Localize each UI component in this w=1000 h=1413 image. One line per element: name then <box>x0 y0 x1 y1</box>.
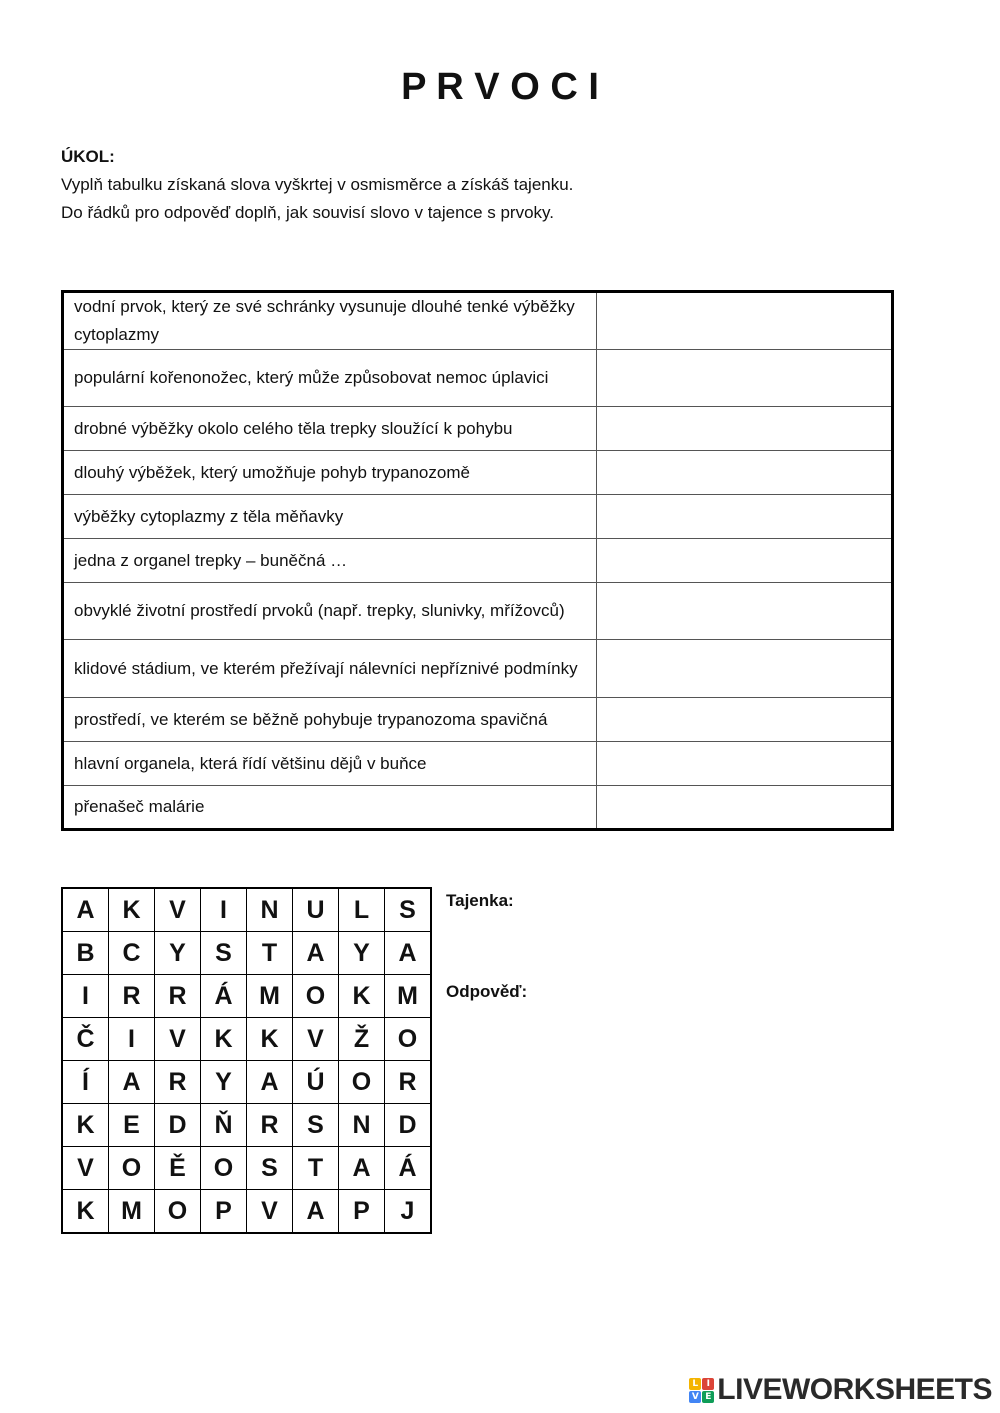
grid-letter-cell[interactable]: O <box>293 975 339 1018</box>
grid-letter-cell[interactable]: E <box>109 1104 155 1147</box>
grid-letter-cell[interactable]: N <box>339 1104 385 1147</box>
question-cell: výběžky cytoplazmy z těla měňavky <box>63 495 597 539</box>
grid-letter-cell[interactable]: P <box>201 1190 247 1234</box>
grid-letter-cell[interactable]: D <box>155 1104 201 1147</box>
answer-cell[interactable] <box>596 698 892 742</box>
grid-letter-cell[interactable]: V <box>247 1190 293 1234</box>
table-row <box>63 742 893 786</box>
grid-letter-cell[interactable]: C <box>109 932 155 975</box>
grid-letter-cell[interactable]: J <box>385 1190 432 1234</box>
grid-letter-cell[interactable]: Y <box>155 932 201 975</box>
grid-letter-cell[interactable]: K <box>62 1104 109 1147</box>
grid-letter-cell[interactable]: K <box>62 1190 109 1234</box>
grid-letter-cell[interactable]: A <box>339 1147 385 1190</box>
grid-letter-cell[interactable]: K <box>201 1018 247 1061</box>
grid-row <box>62 888 431 932</box>
answer-cell[interactable] <box>596 583 892 640</box>
grid-letter-cell[interactable]: I <box>201 888 247 932</box>
liveworksheets-mark-icon <box>689 1378 714 1403</box>
table-row <box>63 583 893 640</box>
question-cell: přenašeč malárie <box>63 786 597 830</box>
grid-letter-cell[interactable]: S <box>201 932 247 975</box>
answer-cell[interactable] <box>596 640 892 698</box>
answer-cell[interactable] <box>596 786 892 830</box>
table-row <box>63 451 893 495</box>
grid-letter-cell[interactable]: Y <box>339 932 385 975</box>
grid-letter-cell[interactable]: A <box>247 1061 293 1104</box>
grid-letter-cell[interactable]: Ň <box>201 1104 247 1147</box>
grid-row <box>62 975 431 1018</box>
grid-letter-cell[interactable]: Á <box>385 1147 432 1190</box>
grid-letter-cell[interactable]: K <box>247 1018 293 1061</box>
grid-row <box>62 1061 431 1104</box>
grid-letter-cell[interactable]: O <box>109 1147 155 1190</box>
logo-text: LIVEWORKSHEETS <box>717 1373 992 1406</box>
grid-letter-cell[interactable]: P <box>339 1190 385 1234</box>
task-line-2: Do řádků pro odpověď doplň, jak souvisí slovo v tajence s prvoky. <box>61 203 554 222</box>
grid-letter-cell[interactable]: I <box>62 975 109 1018</box>
grid-letter-cell[interactable]: A <box>385 932 432 975</box>
grid-letter-cell[interactable]: T <box>247 932 293 975</box>
question-cell: vodní prvok, který ze své schránky vysunuje dlouhé tenké výběžky cytoplazmy <box>63 292 597 350</box>
page-title: P R V O C I <box>401 66 599 108</box>
question-cell: dlouhý výběžek, který umožňuje pohyb trypanozomě <box>63 451 597 495</box>
table-row <box>63 350 893 407</box>
question-cell: drobné výběžky okolo celého těla trepky sloužící k pohybu <box>63 407 597 451</box>
answer-cell[interactable] <box>596 407 892 451</box>
question-cell: hlavní organela, která řídí většinu dějů v buňce <box>63 742 597 786</box>
question-cell: klidové stádium, ve kterém přežívají nálevníci nepříznivé podmínky <box>63 640 597 698</box>
question-table <box>61 290 894 831</box>
liveworksheets-logo <box>689 1373 992 1407</box>
grid-letter-cell[interactable]: Ě <box>155 1147 201 1190</box>
grid-letter-cell[interactable]: V <box>155 888 201 932</box>
grid-letter-cell[interactable]: A <box>293 1190 339 1234</box>
grid-row <box>62 1190 431 1234</box>
table-row <box>63 539 893 583</box>
grid-letter-cell[interactable]: U <box>293 888 339 932</box>
task-instructions <box>61 143 573 227</box>
grid-letter-cell[interactable]: N <box>247 888 293 932</box>
grid-letter-cell[interactable]: O <box>201 1147 247 1190</box>
grid-letter-cell[interactable]: S <box>247 1147 293 1190</box>
grid-letter-cell[interactable]: M <box>247 975 293 1018</box>
task-heading: ÚKOL: <box>61 147 115 166</box>
grid-letter-cell[interactable]: Y <box>201 1061 247 1104</box>
question-cell: jedna z organel trepky – buněčná … <box>63 539 597 583</box>
logo-mark-tile: I <box>702 1378 714 1390</box>
word-search-grid <box>61 887 432 1234</box>
logo-mark-tile: E <box>702 1391 714 1403</box>
grid-letter-cell[interactable]: R <box>155 1061 201 1104</box>
grid-letter-cell[interactable]: R <box>109 975 155 1018</box>
grid-letter-cell[interactable]: R <box>385 1061 432 1104</box>
odpoved-label: Odpověď: <box>446 982 528 1001</box>
grid-letter-cell[interactable]: O <box>385 1018 432 1061</box>
grid-letter-cell[interactable]: S <box>385 888 432 932</box>
grid-letter-cell[interactable]: B <box>62 932 109 975</box>
question-cell: obvyklé životní prostředí prvoků (např. trepky, slunivky, mřížovců) <box>63 583 597 640</box>
question-cell: populární kořenonožec, který může způsobovat nemoc úplavici <box>63 350 597 407</box>
logo-mark-tile: V <box>689 1391 701 1403</box>
grid-letter-cell[interactable]: O <box>155 1190 201 1234</box>
table-row <box>63 640 893 698</box>
grid-row <box>62 1147 431 1190</box>
grid-letter-cell[interactable]: Ž <box>339 1018 385 1061</box>
answer-cell[interactable] <box>596 495 892 539</box>
grid-letter-cell[interactable]: S <box>293 1104 339 1147</box>
answer-cell[interactable] <box>596 451 892 495</box>
table-row <box>63 292 893 350</box>
grid-letter-cell[interactable]: R <box>247 1104 293 1147</box>
grid-row <box>62 932 431 975</box>
grid-letter-cell[interactable]: M <box>385 975 432 1018</box>
grid-letter-cell[interactable]: A <box>109 1061 155 1104</box>
table-row <box>63 495 893 539</box>
grid-letter-cell[interactable]: I <box>109 1018 155 1061</box>
grid-letter-cell[interactable]: A <box>293 932 339 975</box>
question-cell: prostředí, ve kterém se běžně pohybuje trypanozoma spavičná <box>63 698 597 742</box>
grid-letter-cell[interactable]: V <box>293 1018 339 1061</box>
grid-letter-cell[interactable]: V <box>62 1147 109 1190</box>
grid-letter-cell[interactable]: K <box>339 975 385 1018</box>
grid-letter-cell[interactable]: D <box>385 1104 432 1147</box>
tajenka-label: Tajenka: <box>446 891 514 910</box>
grid-letter-cell[interactable]: Í <box>62 1061 109 1104</box>
grid-letter-cell[interactable]: L <box>339 888 385 932</box>
grid-letter-cell[interactable]: A <box>62 888 109 932</box>
logo-mark-tile: L <box>689 1378 701 1390</box>
answer-cell[interactable] <box>596 539 892 583</box>
grid-row <box>62 1018 431 1061</box>
grid-letter-cell[interactable]: T <box>293 1147 339 1190</box>
answer-cell[interactable] <box>596 350 892 407</box>
table-row <box>63 407 893 451</box>
grid-letter-cell[interactable]: V <box>155 1018 201 1061</box>
grid-letter-cell[interactable]: Á <box>201 975 247 1018</box>
grid-letter-cell[interactable]: R <box>155 975 201 1018</box>
grid-letter-cell[interactable]: Ú <box>293 1061 339 1104</box>
grid-letter-cell[interactable]: O <box>339 1061 385 1104</box>
table-row <box>63 786 893 830</box>
grid-row <box>62 1104 431 1147</box>
grid-letter-cell[interactable]: Č <box>62 1018 109 1061</box>
task-line-1: Vyplň tabulku získaná slova vyškrtej v osmisměrce a získáš tajenku. <box>61 175 574 194</box>
answer-cell[interactable] <box>596 742 892 786</box>
grid-letter-cell[interactable]: M <box>109 1190 155 1234</box>
answer-cell[interactable] <box>596 292 892 350</box>
grid-letter-cell[interactable]: K <box>109 888 155 932</box>
table-row <box>63 698 893 742</box>
